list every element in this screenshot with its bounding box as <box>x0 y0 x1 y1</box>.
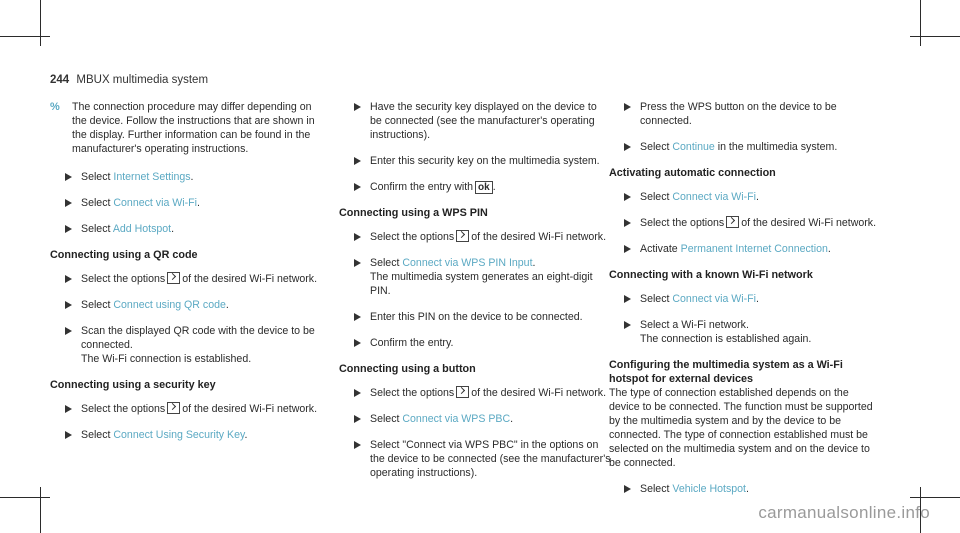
step-text: Select <box>370 257 403 269</box>
step-text: Press the WPS button on the device to be connected. <box>640 101 837 127</box>
step-result: The Wi-Fi connection is established. <box>81 353 252 365</box>
arrow-icon <box>354 313 361 321</box>
step-text: Scan the displayed QR code with the device to be connected. <box>81 325 315 351</box>
arrow-icon <box>354 233 361 241</box>
crop-mark <box>910 36 960 37</box>
section-heading: Connecting using a security key <box>50 379 216 391</box>
arrow-icon <box>65 327 72 335</box>
arrow-icon <box>65 225 72 233</box>
arrow-icon <box>624 193 631 201</box>
menu-link-connect-security-key[interactable]: Connect Using Security Key <box>113 429 245 441</box>
body-paragraph: The type of connection established depends on the device to be connected. The function must be supported by the multimedia system and by the device to be connected. The type of connection established must be selected on the multimedia system and on the device to be connected. <box>609 387 873 469</box>
step-text: . <box>171 223 175 235</box>
step <box>339 256 611 298</box>
arrow-icon <box>65 301 72 309</box>
arrow-icon <box>354 415 361 423</box>
menu-link-connect-via-wifi[interactable]: Connect via Wi-Fi <box>672 191 756 203</box>
watermark: carmanualsonline.info <box>758 503 930 522</box>
crop-mark <box>910 497 960 498</box>
step-text: Select the options <box>81 273 166 285</box>
step <box>50 170 322 184</box>
page-number: 244 <box>50 74 70 86</box>
step-text: Confirm the entry with <box>370 181 474 193</box>
step-text: . <box>190 171 194 183</box>
step-text: of the desired Wi-Fi network. <box>182 273 318 285</box>
section-heading: Activating automatic connection <box>609 167 776 179</box>
step-text: of the desired Wi-Fi network. <box>741 217 877 229</box>
step-text: . <box>827 243 831 255</box>
step <box>50 196 322 210</box>
arrow-icon <box>354 441 361 449</box>
options-icon <box>167 272 180 284</box>
step-text: Select the options <box>640 217 725 229</box>
step <box>609 242 879 256</box>
step-text: Select <box>81 299 114 311</box>
step <box>609 216 879 230</box>
step-text: . <box>244 429 248 441</box>
arrow-icon <box>65 405 72 413</box>
section-heading: Connecting using a WPS PIN <box>339 207 488 219</box>
menu-link-continue[interactable]: Continue <box>672 141 715 153</box>
step-text: . <box>196 197 200 209</box>
arrow-icon <box>624 485 631 493</box>
step: Confirm the entry with ok . <box>339 180 611 194</box>
step-text: Select <box>640 293 673 305</box>
menu-link-vehicle-hotspot[interactable]: Vehicle Hotspot <box>672 483 747 495</box>
arrow-icon <box>624 321 631 329</box>
step <box>339 386 611 400</box>
step <box>50 222 322 236</box>
step <box>339 438 611 480</box>
options-icon <box>456 386 469 398</box>
options-icon <box>726 216 739 228</box>
step-text: Select a Wi-Fi network. <box>640 319 749 331</box>
step <box>609 292 879 306</box>
arrow-icon <box>354 103 361 111</box>
step-text: of the desired Wi-Fi network. <box>471 231 607 243</box>
step-text: Enter this security key on the multimedia system. <box>370 155 600 167</box>
step <box>339 336 611 350</box>
step <box>50 298 322 312</box>
step <box>609 100 879 128</box>
crop-mark <box>40 0 41 46</box>
crop-mark <box>0 497 50 498</box>
arrow-icon <box>624 103 631 111</box>
step-text: . <box>510 413 514 425</box>
step <box>50 324 322 366</box>
step-text: Have the security key displayed on the device to be connected (see the manufacturer's operating instructions). <box>370 101 597 141</box>
crop-mark <box>0 36 50 37</box>
step-result: The multimedia system generates an eight-digit PIN. <box>370 271 593 297</box>
step-text: in the multimedia system. <box>714 141 838 153</box>
section-heading: Connecting using a QR code <box>50 249 198 261</box>
step <box>339 230 611 244</box>
menu-link-wps-pin-input[interactable]: Connect via WPS PIN Input <box>402 257 533 269</box>
step-text: Select <box>81 171 114 183</box>
arrow-icon <box>354 339 361 347</box>
step-text: Select <box>81 197 114 209</box>
step-text: . <box>225 299 229 311</box>
column-3 <box>609 100 879 508</box>
step-text: . <box>746 483 749 495</box>
step <box>609 190 879 204</box>
arrow-icon <box>65 431 72 439</box>
step <box>339 310 611 324</box>
arrow-icon <box>65 173 72 181</box>
step <box>339 412 611 426</box>
page-title: MBUX multimedia system <box>76 74 209 86</box>
step-text: Select <box>640 483 673 495</box>
step-text: of the desired Wi-Fi network. <box>471 387 607 399</box>
arrow-icon <box>354 183 361 191</box>
step <box>50 428 322 442</box>
step <box>609 318 879 346</box>
step-text: Select the options <box>370 231 455 243</box>
step <box>339 154 611 168</box>
step-text: . <box>755 191 759 203</box>
options-icon <box>456 230 469 242</box>
ok-icon: ok <box>475 181 493 194</box>
column-2 <box>339 100 611 492</box>
arrow-icon <box>624 245 631 253</box>
page-header <box>50 74 208 86</box>
step-text: Select <box>640 141 673 153</box>
step-text: . <box>532 257 536 269</box>
menu-link-connect-using-qr[interactable]: Connect using QR code <box>113 299 226 311</box>
arrow-icon <box>354 259 361 267</box>
step-text: Select the options <box>370 387 455 399</box>
arrow-icon <box>624 143 631 151</box>
step <box>50 402 322 416</box>
step-text: Select the options <box>81 403 166 415</box>
step <box>339 100 611 142</box>
step-text: . <box>755 293 759 305</box>
arrow-icon <box>354 389 361 397</box>
arrow-icon <box>65 275 72 283</box>
menu-link-wps-pbc[interactable]: Connect via WPS PBC <box>402 413 511 425</box>
step-text: Confirm the entry. <box>370 337 454 349</box>
menu-link-permanent-internet[interactable]: Permanent Internet Connection <box>680 243 828 255</box>
step <box>50 272 322 286</box>
crop-mark <box>40 487 41 533</box>
arrow-icon <box>624 219 631 227</box>
options-icon <box>167 402 180 414</box>
column-1 <box>50 100 322 454</box>
menu-link-add-hotspot[interactable]: Add Hotspot <box>112 223 172 235</box>
section-heading: Connecting using a button <box>339 363 476 375</box>
arrow-icon <box>65 199 72 207</box>
menu-link-connect-via-wifi[interactable]: Connect via Wi-Fi <box>113 197 197 209</box>
step-text: Select <box>370 413 403 425</box>
menu-link-connect-via-wifi[interactable]: Connect via Wi-Fi <box>672 293 756 305</box>
info-icon: % <box>50 101 60 113</box>
step-text: Activate <box>640 243 681 255</box>
section-heading: Connecting with a known Wi-Fi network <box>609 269 813 281</box>
step-text: Select <box>81 223 113 235</box>
step-text: Select "Connect via WPS PBC" in the options on the device to be connected (see the manufacturer's operating instructions). <box>370 439 611 479</box>
arrow-icon <box>624 295 631 303</box>
step <box>609 482 879 496</box>
step-text: of the desired Wi-Fi network. <box>182 403 318 415</box>
menu-link-internet-settings[interactable]: Internet Settings <box>113 171 191 183</box>
step <box>609 140 879 154</box>
arrow-icon <box>354 157 361 165</box>
step-text: Select <box>81 429 114 441</box>
step-text: Enter this PIN on the device to be connected. <box>370 311 583 323</box>
section-heading: Configuring the multimedia system as a Wi-Fi hotspot for external devices <box>609 359 843 385</box>
note-text: The connection procedure may differ depending on the device. Follow the instructions that are shown in the display. Further information can be found in the manufacturer's operating instructions. <box>72 101 315 155</box>
step-text: Select <box>640 191 673 203</box>
crop-mark <box>920 0 921 46</box>
step-result: The connection is established again. <box>640 333 812 345</box>
info-note <box>50 100 322 156</box>
